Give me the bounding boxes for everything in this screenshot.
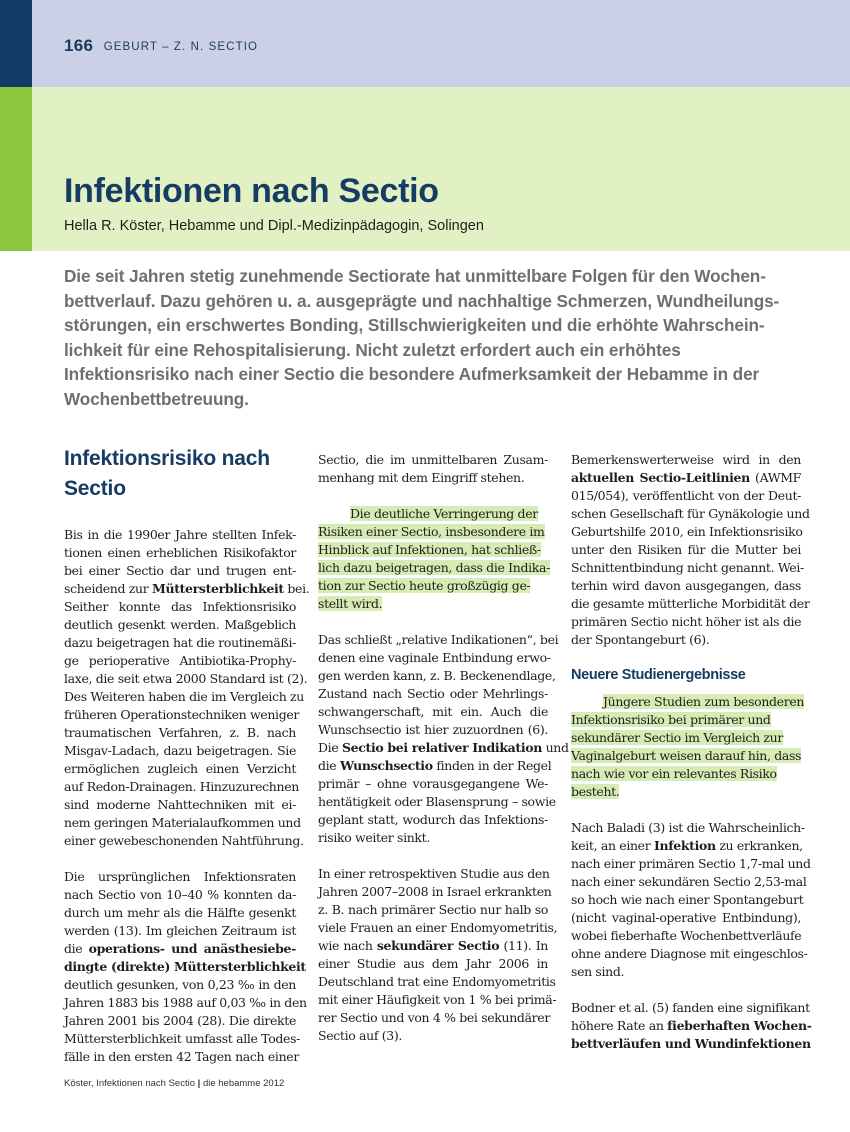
text-line: Bemerkenswerterweise wird in den: [571, 452, 801, 467]
text-run: höhere Rate an: [571, 1018, 668, 1033]
highlight-line: [571, 693, 805, 711]
text-line: einer Studie aus dem Jahr 2006 in: [318, 956, 548, 971]
highlight-text: stellt wird.: [318, 596, 383, 611]
text-line: ge perioperative Antibiotika-Prophy-: [64, 653, 296, 668]
text-line: Bodner et al. (5) fanden eine signifikant: [571, 1000, 810, 1015]
text-line: Sectio auf (3).: [318, 1028, 403, 1043]
text-line: [64, 940, 296, 958]
text-line: ermöglichen zugleich einen Verzicht: [64, 761, 296, 776]
page-footer: [64, 1078, 284, 1089]
text-line: der Spontangeburt (6).: [571, 632, 710, 647]
text-line: auf Redon-Drainagen. Hinzuzurechnen: [64, 779, 299, 794]
text-line: durch um mehr als die Hälfte gesenkt: [64, 905, 296, 920]
highlight-line: [571, 711, 801, 729]
text-line: mit einer Häufigkeit von 1 % bei primä-: [318, 992, 557, 1007]
text-run: keit, an einer: [571, 838, 654, 853]
text-line: traumatischen Verfahren, z. B. nach: [64, 725, 296, 740]
text-line: nem geringen Materialaufkommen und: [64, 815, 301, 830]
text-line: [318, 937, 548, 955]
lead-line: Die seit Jahren stetig zunehmende Sectiorate hat unmittelbare Folgen für den Wochen-: [64, 266, 766, 286]
section-heading: [64, 444, 296, 504]
text-line: Jahren 1883 bis 1988 auf 0,03 ‰ in den: [64, 995, 307, 1010]
text-line: Misgav-Ladach, dazu beigetragen. Sie: [64, 743, 296, 758]
text-line: Geburtshilfe 2010, ein Infektionsrisiko: [571, 524, 803, 539]
running-title: GEBURT – Z. N. SECTIO: [103, 41, 259, 53]
text-line: [318, 757, 552, 775]
text-line: Zustand nach Sectio oder Mehrlings-: [318, 686, 548, 701]
highlight-line: [571, 765, 801, 783]
highlight-text: nach wie vor ein relevantes Risiko: [571, 766, 777, 781]
paragraph: [571, 451, 810, 649]
lead-line: Infektionsrisiko nach einer Sectio die besondere Aufmerksamkeit der Hebamme in der: [64, 364, 760, 384]
text-line: laxe, die seit etwa 2000 Standard ist (2).: [64, 671, 308, 686]
column-left: [64, 444, 310, 1066]
article-title: Infektionen nach Sectio: [64, 172, 439, 210]
text-line: geplant statt, wodurch das Infektions-: [318, 812, 548, 827]
paragraph: [318, 451, 548, 487]
text-line: Schnittentbindung nicht genannt. Wei-: [571, 560, 804, 575]
text-line: schwangerschaft, mit ein. Auch die: [318, 704, 548, 719]
text-line: [571, 1017, 812, 1035]
text-run: (AWMF: [749, 470, 802, 485]
text-line: Seither konnte das Infektionsrisiko: [64, 599, 296, 614]
running-header-accent: [0, 0, 32, 87]
text-run: (11). In: [499, 938, 548, 953]
text-line: primär – ohne vorausgegangene We-: [318, 776, 548, 791]
lead-line: störungen, ein erschwertes Bonding, Stillschwierigkeiten und die erhöhte Wahrschein-: [64, 315, 765, 335]
footer-journal: die hebamme 2012: [202, 1078, 285, 1089]
text-line: nach einer sekundären Sectio 2,53-mal: [571, 874, 807, 889]
bold-term: sekundärer Sectio: [376, 938, 500, 953]
lead-line: bettverlauf. Dazu gehören u. a. ausgeprägte und nachhaltige Schmerzen, Wundheilungs-: [64, 290, 780, 311]
text-line: tionen einen erheblichen Risikofaktor: [64, 545, 296, 560]
highlight-line: [318, 577, 548, 595]
text-line: z. B. nach primärer Sectio nur halb so: [318, 902, 548, 917]
text-line: [64, 580, 310, 598]
title-accent: [0, 87, 32, 251]
bold-term: dingte (direkte) Müttersterblichkeit: [64, 959, 306, 974]
author-line: Hella R. Köster, Hebamme und Dipl.-Medizinpädagogin, Solingen: [64, 218, 484, 234]
paragraph: [64, 526, 310, 850]
text-run: bei.: [283, 581, 310, 596]
text-line: [571, 837, 801, 855]
bold-term: Sectio bei relativer Indikation: [342, 740, 542, 755]
bold-term: Infektion: [653, 838, 716, 853]
paragraph: [571, 999, 812, 1053]
highlight-line: [318, 541, 548, 559]
highlight-line: [571, 747, 801, 765]
bold-term: fieberhaften Wochen-: [667, 1018, 812, 1033]
text-line: fälle in den ersten 42 Tagen nach einer: [64, 1049, 299, 1064]
text-line: dazu beigetragen hat die routinemäßi-: [64, 635, 296, 650]
text-line: menhang mit dem Eingriff stehen.: [318, 470, 525, 485]
bold-term: Müttersterblichkeit: [151, 581, 284, 596]
highlight-line: [571, 729, 801, 747]
highlight-line: [318, 595, 548, 613]
highlight-text: Hinblick auf Infektionen, hat schließ-: [318, 542, 541, 557]
text-line: Nach Baladi (3) ist die Wahrscheinlich-: [571, 820, 805, 835]
text-line: so hoch wie nach einer Spontangeburt: [571, 892, 804, 907]
text-run: und: [541, 740, 569, 755]
highlight-text: besteht.: [571, 784, 620, 799]
text-line: ohne andere Diagnose mit eingeschlos-: [571, 946, 808, 961]
bold-term: Wunschsectio: [339, 758, 433, 773]
text-line: früheren Operationstechniken weniger: [64, 707, 300, 722]
highlight-line: [571, 783, 801, 801]
text-line: (nicht vaginal-operative Entbindung),: [571, 910, 801, 925]
lead-paragraph: [64, 264, 789, 411]
text-line: Die ursprünglichen Infektionsraten: [64, 869, 296, 884]
text-line: Des Weiteren haben die im Vergleich zu: [64, 689, 304, 704]
text-line: 015/054), veröffentlicht von der Deut-: [571, 488, 801, 503]
highlight-line: [318, 523, 548, 541]
highlight-text: Jüngere Studien zum besonderen: [603, 694, 805, 709]
text-line: primären Sectio nicht höher ist als die: [571, 614, 802, 629]
running-header: [64, 36, 258, 56]
text-run: die: [318, 758, 340, 773]
text-line: werden (13). Im gleichen Zeitraum ist: [64, 923, 296, 938]
text-run: Die: [318, 740, 342, 755]
text-line: rer Sectio und von 4 % bei sekundärer: [318, 1010, 550, 1025]
text-line: terhin wird davon ausgegangen, dass: [571, 578, 801, 593]
text-line: denen eine vaginale Entbindung erwo-: [318, 650, 551, 665]
lead-line: Wochenbettbetreuung.: [64, 388, 249, 409]
text-line: Jahren 2007–2008 in Israel erkrankten: [318, 884, 552, 899]
text-line: sind moderne Nahttechniken mit ei-: [64, 797, 296, 812]
text-run: finden in der Regel: [432, 758, 552, 773]
text-line: nach Sectio von 10–40 % konnten da-: [64, 887, 296, 902]
text-line: bei einer Sectio dar und trugen ent-: [64, 563, 296, 578]
text-line: wobei fieberhafte Wochenbettverläufe: [571, 928, 802, 943]
text-line: sen sind.: [571, 964, 625, 979]
heading-line: Sectio: [64, 477, 126, 500]
text-line: die gesamte mütterliche Morbidität der: [571, 596, 810, 611]
text-line: einer gewebeschonenden Nahtführung.: [64, 833, 304, 848]
footer-separator: |: [197, 1078, 201, 1089]
text-line: nach einer primären Sectio 1,7-mal und: [571, 856, 811, 871]
text-line: In einer retrospektiven Studie aus den: [318, 866, 550, 881]
text-run: die: [64, 941, 89, 956]
text-line: [571, 469, 801, 487]
highlight-line: [318, 505, 548, 523]
highlight-text: Infektionsrisiko bei primärer und: [571, 712, 771, 727]
lead-line: lichkeit für eine Rehospitalisierung. Nicht zuletzt erfordert auch ein erhöhtes: [64, 339, 681, 360]
text-line: [571, 1035, 811, 1053]
highlight-text: Die deutliche Verringerung der: [350, 506, 538, 521]
page-number: 166: [64, 36, 94, 55]
text-run: scheidend zur: [64, 581, 152, 596]
highlight-text: sekundärer Sectio im Vergleich zur: [571, 730, 783, 745]
text-line: [318, 739, 569, 757]
paragraph: [64, 868, 307, 1066]
highlight-text: Vaginalgeburt weisen darauf hin, dass: [571, 748, 802, 763]
highlight-line: [318, 559, 548, 577]
heading-line: Infektionsrisiko nach: [64, 447, 270, 470]
text-line: risiko weiter sinkt.: [318, 830, 430, 845]
text-line: deutlich gesunken, von 0,23 ‰ in den: [64, 977, 296, 992]
text-line: [64, 958, 306, 976]
text-line: schen Gesellschaft für Gynäkologie und: [571, 506, 810, 521]
bold-term: operations- und anästhesiebe-: [88, 941, 296, 956]
text-line: Müttersterblichkeit umfasst alle Todes-: [64, 1031, 301, 1046]
text-line: deutlich gesenkt werden. Maßgeblich: [64, 617, 296, 632]
footer-text: Köster, Infektionen nach Sectio: [64, 1078, 195, 1089]
paragraph: [571, 819, 811, 981]
text-line: Das schließt „relative Indikationen“, bei: [318, 632, 559, 647]
column-right: [571, 451, 812, 1053]
paragraph: [318, 865, 558, 1045]
text-line: Bis in die 1990er Jahre stellten Infek-: [64, 527, 296, 542]
subheading: Neuere Studienergebnisse: [571, 667, 746, 683]
text-line: hentätigkeit oder Blasensprung – sowie: [318, 794, 556, 809]
bold-term: aktuellen Sectio-Leitlinien: [571, 470, 750, 485]
text-run: wie nach: [318, 938, 377, 953]
highlight-text: tion zur Sectio heute großzügig ge-: [318, 578, 531, 593]
highlighted-quote: [318, 505, 548, 613]
column-middle: [318, 451, 569, 1045]
text-line: Deutschland trat eine Endomyometritis: [318, 974, 556, 989]
text-line: viele Frauen an einer Endomyometritis,: [318, 920, 558, 935]
highlight-text: Risiken einer Sectio, insbesondere im: [318, 524, 545, 539]
bold-term: bettverläufen und Wundinfektionen: [571, 1036, 811, 1051]
highlighted-quote: [571, 693, 805, 801]
paragraph: [318, 631, 569, 847]
text-line: gen werden kann, z. B. Beckenendlage,: [318, 668, 556, 683]
text-line: Jahren 2001 bis 2004 (28). Die direkte: [64, 1013, 296, 1028]
text-line: Sectio, die im unmittelbaren Zusam-: [318, 452, 548, 467]
text-line: unter den Risiken für die Mutter bei: [571, 542, 801, 557]
text-line: Wunschsectio ist hier zuzuordnen (6).: [318, 722, 548, 737]
highlight-text: lich dazu beigetragen, dass die Indika-: [318, 560, 550, 575]
text-run: zu erkranken,: [715, 838, 803, 853]
